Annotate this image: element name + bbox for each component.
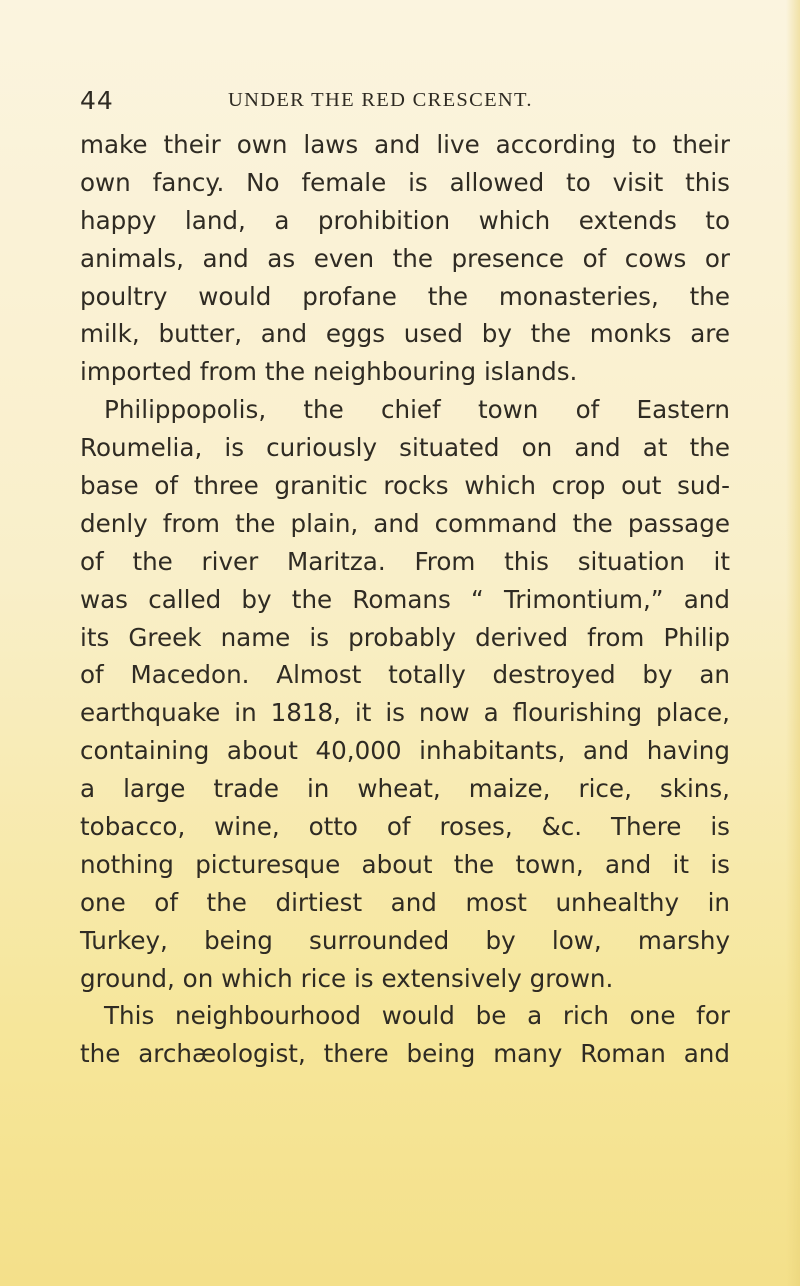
text-line: animals, and as even the presence of cows or [80,243,730,273]
text-line: Philippopolis, the chief town of Eastern [104,395,730,425]
text-line: a large trade in wheat, maize, rice, skins, [80,774,730,804]
text-line: own fancy. No female is allowed to visit this [80,167,730,197]
body-text [80,126,730,1073]
text-line: earthquake in 1818, it is now a flourishing place, [80,698,730,728]
text-line: poultry would profane the monasteries, the [80,281,730,311]
text-line: tobacco, wine, otto of roses, &c. There is [80,812,730,842]
text-line: happy land, a prohibition which extends to [80,205,730,235]
text-line: its Greek name is probably derived from Philip [80,622,730,652]
text-line: was called by the Romans “ Trimontium,” and [80,584,730,614]
text-line: the archæologist, there being many Roman and [80,1039,730,1069]
text-line: milk, butter, and eggs used by the monks are [80,319,730,349]
text-line: make their own laws and live according to their [80,130,730,159]
text-line: of the river Maritza. From this situation it [80,546,730,576]
page-header [80,86,730,116]
text-line: imported from the neighbouring islands. [80,357,578,387]
text-line: of Macedon. Almost totally destroyed by an [80,660,730,690]
page-number: 44 [80,86,114,115]
text-line: denly from the plain, and command the passage [80,508,730,538]
text-line: containing about 40,000 inhabitants, and having [80,736,730,766]
text-line: one of the dirtiest and most unhealthy in [80,887,730,917]
text-line: ground, on which rice is extensively grown. [80,963,614,993]
text-line: This neighbourhood would be a rich one for [104,1001,730,1031]
text-line: Turkey, being surrounded by low, marshy [80,925,730,955]
running-head: UNDER THE RED CRESCENT. [228,89,533,111]
text-line: Roumelia, is curiously situated on and at the [80,433,730,463]
page-edge-shadow [786,0,800,1286]
text-line: nothing picturesque about the town, and it is [80,849,730,879]
text-line: base of three granitic rocks which crop out sud- [80,471,730,501]
